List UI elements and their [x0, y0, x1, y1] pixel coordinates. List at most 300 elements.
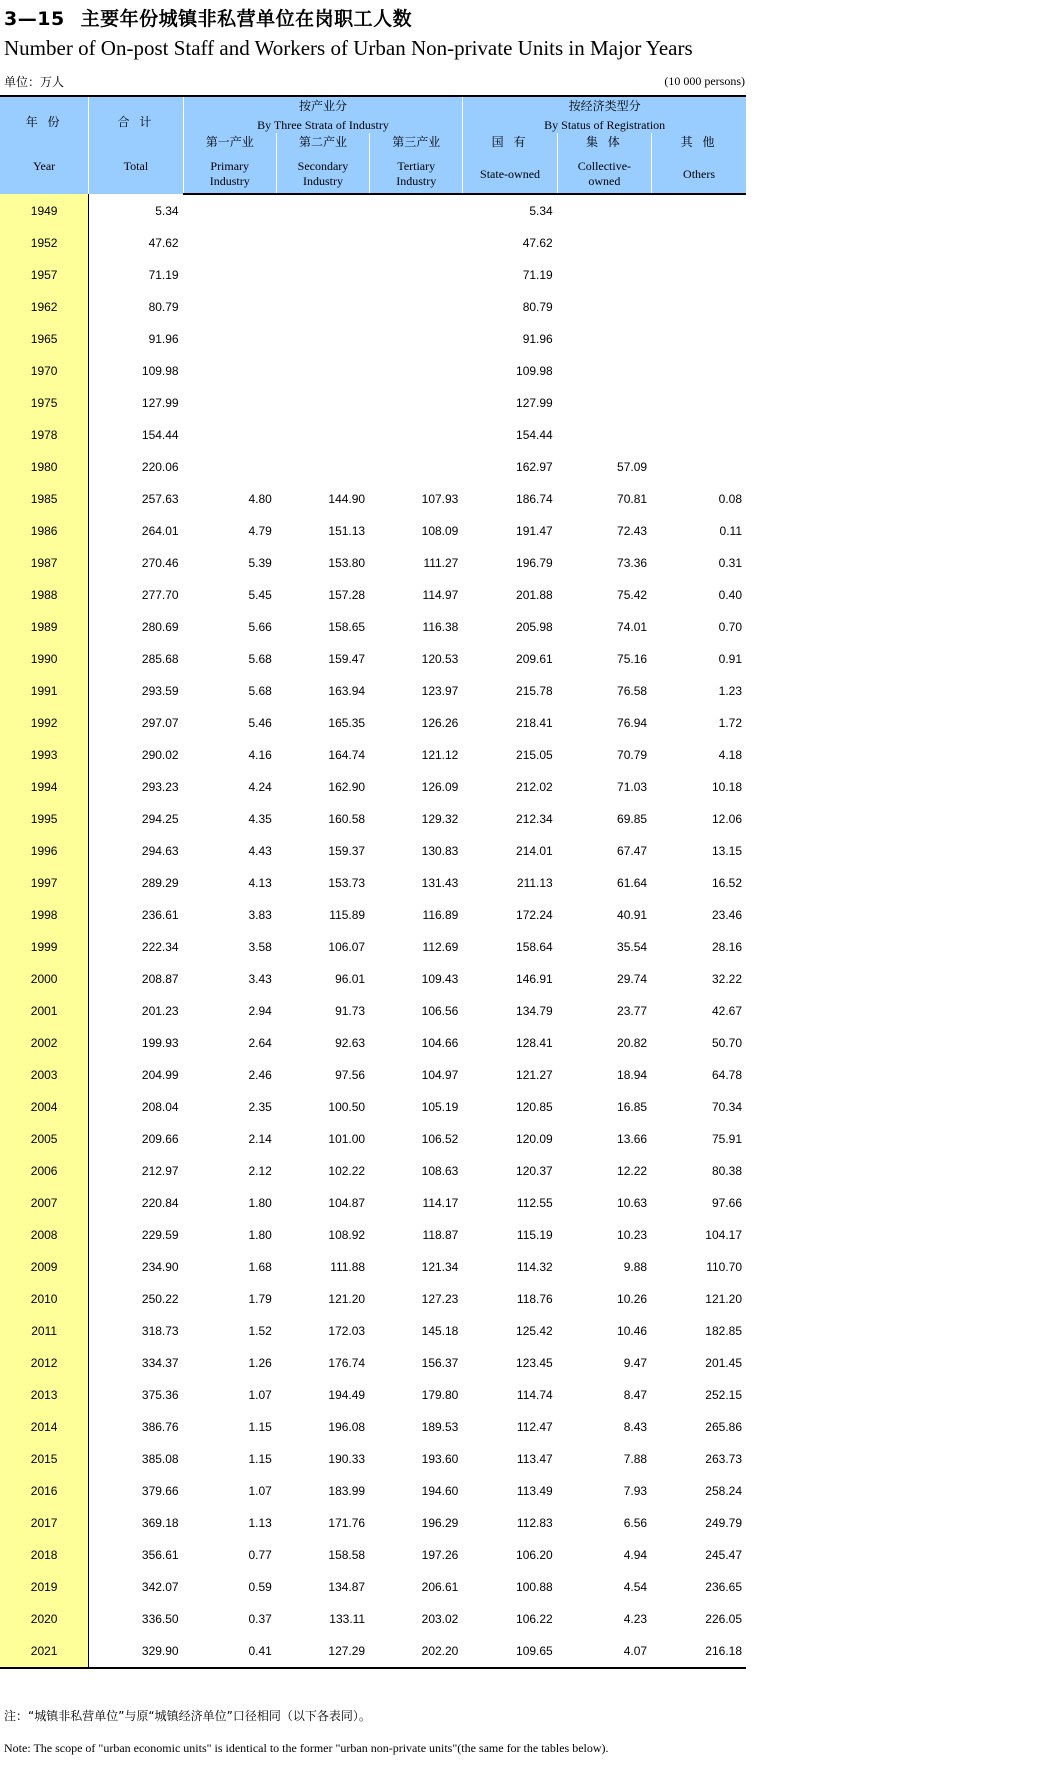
cell-total: 220.06: [89, 451, 183, 483]
cell-state-owned: 47.62: [463, 227, 557, 259]
cell-state-owned: 196.79: [463, 547, 557, 579]
table-row: [0, 867, 746, 899]
table-row: [0, 1475, 746, 1507]
cell-secondary: 159.47: [276, 643, 369, 675]
cell-tertiary: 123.97: [370, 675, 463, 707]
cell-collective-owned: 18.94: [557, 1059, 651, 1091]
cell-tertiary: 121.12: [370, 739, 463, 771]
table-body: [0, 194, 746, 1668]
table-row: [0, 387, 746, 419]
cell-year: 1993: [0, 739, 89, 771]
header-tertiary-en-2: Industry: [396, 174, 437, 188]
table-row: [0, 1123, 746, 1155]
cell-tertiary: 114.97: [370, 579, 463, 611]
header-year: [0, 96, 89, 194]
cell-others: 0.11: [652, 515, 746, 547]
cell-secondary: 163.94: [276, 675, 369, 707]
cell-year: 1987: [0, 547, 89, 579]
cell-total: 329.90: [89, 1635, 183, 1668]
header-primary-en-2: Industry: [209, 174, 250, 188]
table-row: [0, 899, 746, 931]
cell-collective-owned: 8.43: [557, 1411, 651, 1443]
cell-state-owned: 120.85: [463, 1091, 557, 1123]
cell-primary: 5.68: [183, 643, 276, 675]
cell-collective-owned: 10.23: [557, 1219, 651, 1251]
cell-state-owned: 106.20: [463, 1539, 557, 1571]
cell-total: 208.04: [89, 1091, 183, 1123]
table-row: [0, 355, 746, 387]
cell-primary: 4.24: [183, 771, 276, 803]
cell-year: 2004: [0, 1091, 89, 1123]
cell-secondary: 111.88: [276, 1251, 369, 1283]
cell-primary: 1.52: [183, 1315, 276, 1347]
header-year-cn: 年 份: [25, 115, 63, 129]
table-row: [0, 1187, 746, 1219]
header-registration-group-en: By Status of Registration: [544, 118, 666, 132]
cell-tertiary: [370, 259, 463, 291]
cell-primary: 3.58: [183, 931, 276, 963]
cell-state-owned: 118.76: [463, 1283, 557, 1315]
table-row: [0, 1571, 746, 1603]
table-row: [0, 259, 746, 291]
cell-state-owned: 218.41: [463, 707, 557, 739]
cell-secondary: 190.33: [276, 1443, 369, 1475]
cell-others: 245.47: [652, 1539, 746, 1571]
header-primary: [183, 133, 276, 194]
cell-others: 104.17: [652, 1219, 746, 1251]
cell-tertiary: 108.63: [370, 1155, 463, 1187]
header-collective-owned: [557, 133, 651, 194]
cell-secondary: 194.49: [276, 1379, 369, 1411]
cell-state-owned: 115.19: [463, 1219, 557, 1251]
cell-total: 375.36: [89, 1379, 183, 1411]
table-title-english: Number of On-post Staff and Workers of Urban Non-private Units in Major Years: [4, 36, 693, 60]
cell-tertiary: 130.83: [370, 835, 463, 867]
cell-collective-owned: 4.07: [557, 1635, 651, 1668]
header-collective-cn: 集 体: [585, 135, 623, 149]
cell-state-owned: 121.27: [463, 1059, 557, 1091]
cell-total: 264.01: [89, 515, 183, 547]
cell-others: [652, 227, 746, 259]
cell-others: 10.18: [652, 771, 746, 803]
cell-state-owned: 146.91: [463, 963, 557, 995]
header-state-cn: 国 有: [491, 135, 529, 149]
cell-year: 1985: [0, 483, 89, 515]
cell-total: 285.68: [89, 643, 183, 675]
cell-others: 258.24: [652, 1475, 746, 1507]
cell-secondary: [276, 355, 369, 387]
cell-state-owned: 112.83: [463, 1507, 557, 1539]
cell-total: 270.46: [89, 547, 183, 579]
cell-total: 204.99: [89, 1059, 183, 1091]
cell-primary: 1.80: [183, 1219, 276, 1251]
cell-total: 379.66: [89, 1475, 183, 1507]
cell-year: 2000: [0, 963, 89, 995]
cell-total: 109.98: [89, 355, 183, 387]
cell-primary: [183, 194, 276, 227]
table-row: [0, 1347, 746, 1379]
cell-tertiary: 106.56: [370, 995, 463, 1027]
cell-tertiary: [370, 419, 463, 451]
cell-secondary: 91.73: [276, 995, 369, 1027]
cell-total: 208.87: [89, 963, 183, 995]
cell-state-owned: 113.47: [463, 1443, 557, 1475]
cell-collective-owned: 16.85: [557, 1091, 651, 1123]
cell-others: 4.18: [652, 739, 746, 771]
cell-secondary: 96.01: [276, 963, 369, 995]
cell-tertiary: 121.34: [370, 1251, 463, 1283]
cell-total: 154.44: [89, 419, 183, 451]
header-state-owned: [463, 133, 557, 194]
cell-collective-owned: 10.46: [557, 1315, 651, 1347]
cell-year: 1957: [0, 259, 89, 291]
cell-secondary: 144.90: [276, 483, 369, 515]
unit-label-chinese: 单位：万人: [4, 75, 65, 89]
cell-state-owned: 214.01: [463, 835, 557, 867]
cell-tertiary: 104.97: [370, 1059, 463, 1091]
cell-tertiary: 127.23: [370, 1283, 463, 1315]
table-row: [0, 547, 746, 579]
cell-state-owned: 71.19: [463, 259, 557, 291]
cell-primary: 1.68: [183, 1251, 276, 1283]
cell-secondary: [276, 291, 369, 323]
cell-collective-owned: 35.54: [557, 931, 651, 963]
cell-tertiary: 197.26: [370, 1539, 463, 1571]
cell-state-owned: 113.49: [463, 1475, 557, 1507]
cell-state-owned: 91.96: [463, 323, 557, 355]
cell-state-owned: 158.64: [463, 931, 557, 963]
header-secondary-en-1: Secondary: [297, 159, 349, 173]
cell-year: 2010: [0, 1283, 89, 1315]
cell-total: 385.08: [89, 1443, 183, 1475]
cell-state-owned: 109.65: [463, 1635, 557, 1668]
cell-total: 71.19: [89, 259, 183, 291]
cell-tertiary: 126.09: [370, 771, 463, 803]
cell-state-owned: 205.98: [463, 611, 557, 643]
cell-state-owned: 120.09: [463, 1123, 557, 1155]
table-row: [0, 803, 746, 835]
cell-total: 234.90: [89, 1251, 183, 1283]
cell-others: 121.20: [652, 1283, 746, 1315]
cell-primary: [183, 291, 276, 323]
cell-tertiary: 106.52: [370, 1123, 463, 1155]
cell-primary: 3.43: [183, 963, 276, 995]
cell-total: 318.73: [89, 1315, 183, 1347]
cell-secondary: 157.28: [276, 579, 369, 611]
cell-primary: 5.46: [183, 707, 276, 739]
cell-state-owned: 162.97: [463, 451, 557, 483]
table-row: [0, 707, 746, 739]
cell-collective-owned: 74.01: [557, 611, 651, 643]
cell-others: 110.70: [652, 1251, 746, 1283]
cell-year: 1992: [0, 707, 89, 739]
cell-total: 294.25: [89, 803, 183, 835]
cell-collective-owned: [557, 419, 651, 451]
cell-tertiary: [370, 451, 463, 483]
table-row: [0, 1283, 746, 1315]
cell-total: 212.97: [89, 1155, 183, 1187]
cell-others: 0.31: [652, 547, 746, 579]
cell-year: 2013: [0, 1379, 89, 1411]
cell-secondary: 153.73: [276, 867, 369, 899]
cell-collective-owned: 7.88: [557, 1443, 651, 1475]
cell-total: 257.63: [89, 483, 183, 515]
cell-others: 0.40: [652, 579, 746, 611]
unit-label-english: (10 000 persons): [664, 74, 745, 88]
cell-primary: 5.66: [183, 611, 276, 643]
cell-tertiary: 109.43: [370, 963, 463, 995]
cell-secondary: 165.35: [276, 707, 369, 739]
cell-collective-owned: 4.54: [557, 1571, 651, 1603]
cell-secondary: 171.76: [276, 1507, 369, 1539]
cell-secondary: 153.80: [276, 547, 369, 579]
cell-collective-owned: 70.79: [557, 739, 651, 771]
cell-total: 236.61: [89, 899, 183, 931]
header-others: [652, 133, 746, 194]
cell-tertiary: [370, 227, 463, 259]
table-row: [0, 1379, 746, 1411]
header-state-en: State-owned: [480, 167, 541, 181]
cell-year: 2016: [0, 1475, 89, 1507]
cell-state-owned: 106.22: [463, 1603, 557, 1635]
cell-year: 1989: [0, 611, 89, 643]
cell-state-owned: 80.79: [463, 291, 557, 323]
table-row: [0, 675, 746, 707]
table-row: [0, 323, 746, 355]
cell-collective-owned: [557, 323, 651, 355]
cell-total: 334.37: [89, 1347, 183, 1379]
cell-year: 1949: [0, 194, 89, 227]
cell-others: 0.91: [652, 643, 746, 675]
cell-tertiary: 111.27: [370, 547, 463, 579]
header-tertiary-en-1: Tertiary: [397, 159, 436, 173]
cell-state-owned: 114.74: [463, 1379, 557, 1411]
cell-others: 252.15: [652, 1379, 746, 1411]
cell-secondary: 115.89: [276, 899, 369, 931]
table-row: [0, 483, 746, 515]
cell-others: 13.15: [652, 835, 746, 867]
cell-tertiary: 156.37: [370, 1347, 463, 1379]
cell-primary: 1.15: [183, 1411, 276, 1443]
cell-collective-owned: 72.43: [557, 515, 651, 547]
cell-primary: [183, 323, 276, 355]
header-tertiary-cn: 第三产业: [392, 135, 441, 149]
cell-year: 2008: [0, 1219, 89, 1251]
cell-collective-owned: 7.93: [557, 1475, 651, 1507]
cell-secondary: 92.63: [276, 1027, 369, 1059]
table-row: [0, 1539, 746, 1571]
cell-year: 2020: [0, 1603, 89, 1635]
data-table: [0, 95, 746, 1669]
cell-others: 0.70: [652, 611, 746, 643]
cell-others: [652, 291, 746, 323]
cell-year: 1975: [0, 387, 89, 419]
cell-year: 1980: [0, 451, 89, 483]
cell-secondary: 162.90: [276, 771, 369, 803]
cell-state-owned: 215.05: [463, 739, 557, 771]
cell-state-owned: 112.47: [463, 1411, 557, 1443]
cell-secondary: 97.56: [276, 1059, 369, 1091]
header-industry-group-cn: 按产业分: [298, 99, 347, 113]
table-row: [0, 771, 746, 803]
cell-others: 32.22: [652, 963, 746, 995]
header-total: [89, 96, 183, 194]
cell-others: [652, 419, 746, 451]
cell-primary: 0.59: [183, 1571, 276, 1603]
cell-secondary: 151.13: [276, 515, 369, 547]
cell-total: 369.18: [89, 1507, 183, 1539]
cell-primary: [183, 419, 276, 451]
cell-secondary: 127.29: [276, 1635, 369, 1668]
cell-tertiary: 112.69: [370, 931, 463, 963]
table-row: [0, 643, 746, 675]
cell-primary: 2.46: [183, 1059, 276, 1091]
cell-collective-owned: 9.88: [557, 1251, 651, 1283]
cell-total: 5.34: [89, 194, 183, 227]
cell-tertiary: 118.87: [370, 1219, 463, 1251]
cell-collective-owned: 9.47: [557, 1347, 651, 1379]
cell-secondary: [276, 323, 369, 355]
cell-tertiary: 194.60: [370, 1475, 463, 1507]
cell-others: 263.73: [652, 1443, 746, 1475]
cell-total: 293.23: [89, 771, 183, 803]
cell-collective-owned: [557, 194, 651, 227]
cell-secondary: 121.20: [276, 1283, 369, 1315]
cell-primary: 3.83: [183, 899, 276, 931]
cell-secondary: 108.92: [276, 1219, 369, 1251]
cell-total: 222.34: [89, 931, 183, 963]
cell-tertiary: 189.53: [370, 1411, 463, 1443]
header-total-cn: 合 计: [117, 115, 155, 129]
table-row: [0, 739, 746, 771]
cell-others: 64.78: [652, 1059, 746, 1091]
cell-total: 201.23: [89, 995, 183, 1027]
cell-year: 1990: [0, 643, 89, 675]
cell-total: 229.59: [89, 1219, 183, 1251]
cell-primary: [183, 355, 276, 387]
cell-others: 12.06: [652, 803, 746, 835]
cell-collective-owned: 8.47: [557, 1379, 651, 1411]
cell-year: 2002: [0, 1027, 89, 1059]
cell-total: 342.07: [89, 1571, 183, 1603]
cell-tertiary: [370, 323, 463, 355]
cell-total: 277.70: [89, 579, 183, 611]
cell-collective-owned: [557, 355, 651, 387]
cell-state-owned: 191.47: [463, 515, 557, 547]
cell-secondary: [276, 387, 369, 419]
table-row: [0, 579, 746, 611]
table-row: [0, 995, 746, 1027]
note-chinese: 注：“城镇非私营单位”与原“城镇经济单位”口径相同（以下各表同）。: [4, 1709, 371, 1723]
cell-tertiary: 126.26: [370, 707, 463, 739]
header-registration-group: [463, 96, 746, 133]
table-number: 3—15: [4, 8, 65, 30]
cell-collective-owned: 76.94: [557, 707, 651, 739]
table-row: [0, 1635, 746, 1668]
cell-secondary: [276, 194, 369, 227]
cell-collective-owned: 71.03: [557, 771, 651, 803]
cell-others: 1.23: [652, 675, 746, 707]
header-others-en: Others: [683, 167, 716, 181]
cell-primary: [183, 227, 276, 259]
header-secondary-cn: 第二产业: [298, 135, 347, 149]
cell-others: [652, 355, 746, 387]
cell-others: 42.67: [652, 995, 746, 1027]
cell-total: 294.63: [89, 835, 183, 867]
cell-year: 2012: [0, 1347, 89, 1379]
title-chinese-text: 主要年份城镇非私营单位在岗职工人数: [80, 8, 413, 30]
cell-year: 1996: [0, 835, 89, 867]
cell-secondary: 159.37: [276, 835, 369, 867]
header-registration-group-cn: 按经济类型分: [568, 99, 641, 113]
cell-total: 220.84: [89, 1187, 183, 1219]
cell-year: 1998: [0, 899, 89, 931]
cell-primary: 5.45: [183, 579, 276, 611]
cell-year: 1965: [0, 323, 89, 355]
cell-year: 2007: [0, 1187, 89, 1219]
cell-secondary: 164.74: [276, 739, 369, 771]
header-secondary-en-2: Industry: [302, 174, 343, 188]
cell-state-owned: 201.88: [463, 579, 557, 611]
cell-secondary: 101.00: [276, 1123, 369, 1155]
cell-primary: 2.94: [183, 995, 276, 1027]
cell-collective-owned: [557, 259, 651, 291]
cell-year: 1978: [0, 419, 89, 451]
table-row: [0, 194, 746, 227]
cell-collective-owned: 67.47: [557, 835, 651, 867]
header-total-en: Total: [123, 159, 149, 173]
cell-secondary: 106.07: [276, 931, 369, 963]
cell-tertiary: 114.17: [370, 1187, 463, 1219]
cell-primary: 1.79: [183, 1283, 276, 1315]
cell-secondary: 160.58: [276, 803, 369, 835]
cell-others: 1.72: [652, 707, 746, 739]
table-row: [0, 515, 746, 547]
cell-secondary: 172.03: [276, 1315, 369, 1347]
cell-others: 28.16: [652, 931, 746, 963]
cell-secondary: [276, 259, 369, 291]
cell-collective-owned: 73.36: [557, 547, 651, 579]
cell-year: 2003: [0, 1059, 89, 1091]
cell-primary: 5.68: [183, 675, 276, 707]
cell-tertiary: 116.89: [370, 899, 463, 931]
cell-year: 1997: [0, 867, 89, 899]
table-row: [0, 1059, 746, 1091]
cell-total: 91.96: [89, 323, 183, 355]
cell-tertiary: 105.19: [370, 1091, 463, 1123]
cell-collective-owned: 29.74: [557, 963, 651, 995]
cell-state-owned: 109.98: [463, 355, 557, 387]
cell-secondary: 158.65: [276, 611, 369, 643]
header-industry-group: [183, 96, 463, 133]
cell-total: 356.61: [89, 1539, 183, 1571]
cell-others: 80.38: [652, 1155, 746, 1187]
header-primary-cn: 第一产业: [205, 135, 254, 149]
cell-others: 0.08: [652, 483, 746, 515]
cell-collective-owned: 4.23: [557, 1603, 651, 1635]
table-row: [0, 931, 746, 963]
cell-primary: [183, 451, 276, 483]
cell-state-owned: 120.37: [463, 1155, 557, 1187]
table-row: [0, 1219, 746, 1251]
cell-primary: 1.13: [183, 1507, 276, 1539]
cell-others: 75.91: [652, 1123, 746, 1155]
table-row: [0, 611, 746, 643]
table-row: [0, 1507, 746, 1539]
cell-secondary: 102.22: [276, 1155, 369, 1187]
cell-others: 265.86: [652, 1411, 746, 1443]
cell-primary: 1.15: [183, 1443, 276, 1475]
